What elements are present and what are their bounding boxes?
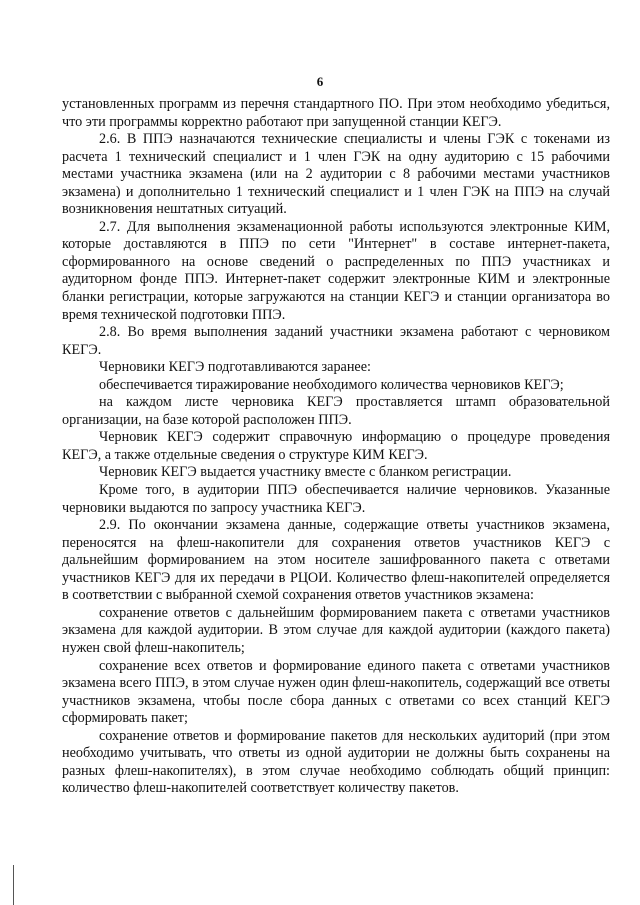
paragraph-drafts-printing: обеспечивается тиражирование необходимого количества черновиков КЕГЭ; xyxy=(99,376,564,393)
paragraph-scheme-multi-room: сохранение ответов и формирование пакетов для нескольких аудиторий (при этом необходимо учитывать, что ответы из одной аудитории не должны быть сохранены на разных флеш-накопителях), в этом случае необходимо соблюдать общий принцип: количество флеш-накопителей соответствует количеству пакетов. xyxy=(62,727,610,797)
paragraph-2-7: 2.7. Для выполнения экзаменационной работы используются электронные КИМ, которые доставляются в ППЭ по сети "Интернет" в составе интернет-пакета, сформированного на основе сведений о распределенных по ППЭ участниках и аудиторном фонде ППЭ. Интернет-пакет содержит электронные КИМ и электронные бланки регистрации, которые загружаются на станции КЕГЭ и станции организатора во время технической подготовки ППЭ. xyxy=(62,218,610,323)
paragraph-continuation: установленных программ из перечня стандартного ПО. При этом необходимо убедиться, что эти программы корректно работают при запущенной станции КЕГЭ. xyxy=(62,96,610,130)
paragraph-drafts-availability: Кроме того, в аудитории ППЭ обеспечивается наличие черновиков. Указанные черновики выдаются по запросу участника КЕГЭ. xyxy=(62,482,610,516)
paragraph-2-9: 2.9. По окончании экзамена данные, содержащие ответы участников экзамена, переносятся на флеш-накопители для сохранения ответов участников КЕГЭ с дальнейшим формированием на этом носителе зашифрованного пакета с ответами участников КЕГЭ для их передачи в РЦОИ. Количество флеш-накопителей определяется в соответствии с выбранной схемой сохранения ответов участников экзамена: xyxy=(62,517,610,604)
paragraph-2-8: 2.8. Во время выполнения заданий участники экзамена работают с черновиком КЕГЭ. xyxy=(62,324,610,358)
page-number: 6 xyxy=(316,74,324,89)
scan-edge-line xyxy=(13,865,14,905)
paragraph-draft-issued: Черновик КЕГЭ выдается участнику вместе с бланком регистрации. xyxy=(99,464,512,481)
document-body xyxy=(62,96,610,798)
paragraph-scheme-single-package: сохранение всех ответов и формирование единого пакета с ответами участников экзамена всего ППЭ, в этом случае нужен один флеш-накопитель, содержащий все ответы участников экзамена, чтобы после сбора данных с ответами со всех станций КЕГЭ сформировать пакет; xyxy=(62,657,610,727)
paragraph-draft-contents: Черновик КЕГЭ содержит справочную информацию о процедуре проведения КЕГЭ, а также отдельные сведения о структуре КИМ КЕГЭ. xyxy=(62,429,610,463)
paragraph-drafts-stamp: на каждом листе черновика КЕГЭ проставляется штамп образовательной организации, на базе которой расположен ППЭ. xyxy=(62,394,610,428)
paragraph-scheme-per-room: сохранение ответов с дальнейшим формированием пакета с ответами участников экзамена для каждой аудитории. В этом случае для каждой аудитории (каждого пакета) нужен свой флеш-накопитель; xyxy=(62,604,610,656)
paragraph-drafts-prepared: Черновики КЕГЭ подготавливаются заранее: xyxy=(99,359,371,376)
paragraph-2-6: 2.6. В ППЭ назначаются технические специалисты и члены ГЭК с токенами из расчета 1 технический специалист и 1 член ГЭК на одну аудиторию с 15 рабочими местами участника экзамена (или на 2 аудитории с 8 рабочими местами участников экзамена) и дополнительно 1 технический специалист и 1 член ГЭК на ППЭ на случай возникновения нештатных ситуаций. xyxy=(62,131,610,218)
